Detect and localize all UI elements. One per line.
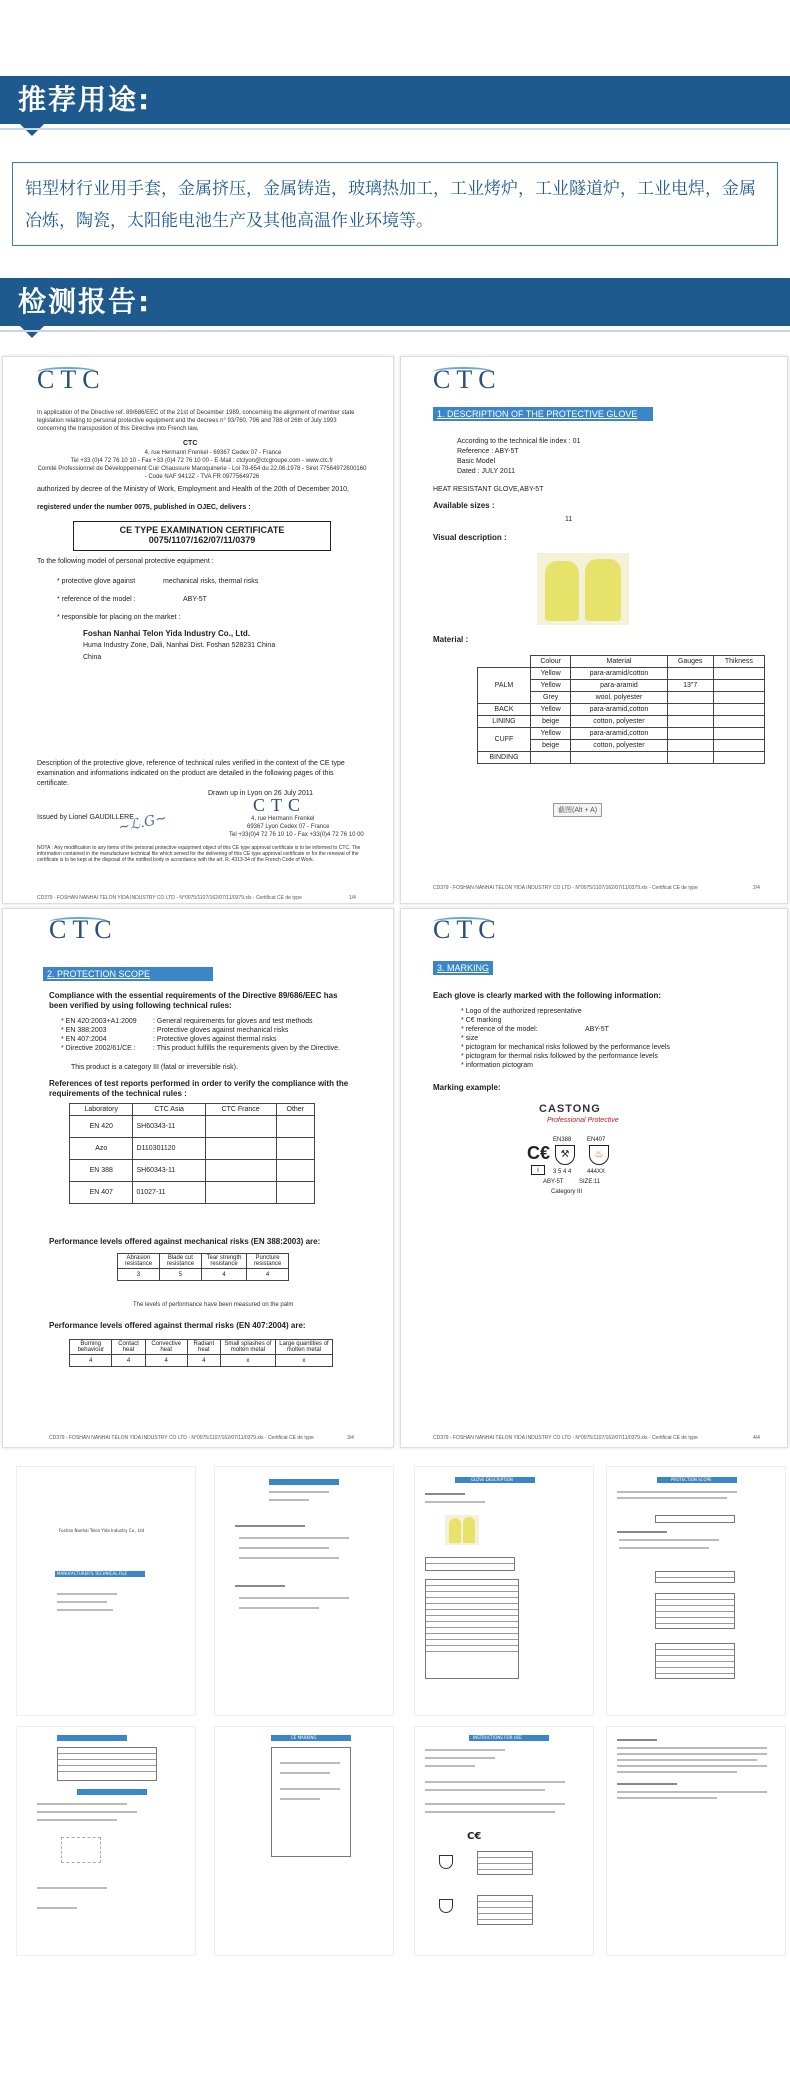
model-intro: To the following model of personal protective equipment : [37,558,214,565]
thumbnail-page [214,1466,394,1716]
stamp-tel: Tel +33(0)4 72 76 10 10 - Fax +33(0)4 72 76 10 00 [229,832,364,838]
marking-item: * pictogram for mechanical risks followed by the performance levels [461,1044,670,1051]
company-country: China [83,654,102,661]
table-row: 4 4 4 4 x x [70,1355,333,1367]
thumb-line [617,1791,767,1793]
info-book-icon: i [531,1165,545,1175]
certificate-page-1 [2,356,394,904]
page-footer: CD379 - FOSHAN NANHAI TELON YIDA INDUSTRY CO LTD - N°0075/1107/162/07/11/0379.xls - Certificat CE de type [433,1435,698,1441]
thumb-line [617,1497,727,1499]
thumb-ce-icon: C€ [467,1831,482,1842]
model-label: ABY-5T [543,1179,564,1185]
thumb-line [57,1609,113,1611]
drawn-text: Drawn up in Lyon on 26 July 2011 [208,790,314,797]
mechanical-note: The levels of performance have been measured on the palm [133,1302,294,1308]
section-heading: 3. MARKING [433,961,493,975]
nota-text: NOTA : Any modification to any items of the personal protective equipment object of this CE type approval certificate is to be informed to CTC. The information contained in the manufacturer technical file which served for the delivering of this CE type approval certificate or for the renewal of the certificate is to be kept at the disposal of the notified body in accordance with the art. R. 4313-34 of the French Code of Work. [37,845,361,863]
thermal-title: Performance levels offered against thermal risks (EN 407:2004) are: [49,1321,306,1330]
certificate-page-2 [400,356,788,904]
thermal-table [69,1339,333,1367]
table-row: Laboratory CTC Asia CTC France Other [70,1104,315,1116]
rule-2-code: * EN 388:2003 [61,1027,107,1034]
std2-levels: 444XX [587,1169,606,1175]
ref-label: * reference of the model : [57,596,136,603]
marking-example-label: Marking example: [433,1083,501,1092]
report-divider [0,330,790,332]
thumbnail-page [414,1466,594,1716]
thumb-line [37,1811,137,1813]
dated-line: Dated : JULY 2011 [457,468,515,475]
thumb-line [239,1537,349,1539]
thumb-heading-bar [269,1479,339,1485]
thumb-line [425,1757,495,1759]
thumb-table [425,1557,515,1571]
company-name: Foshan Nanhai Telon Yida Industry Co., Ltd. [83,629,250,638]
thumb-line [425,1501,485,1503]
rule-4-desc: : This product fulfills the requirements given by the Directive. [153,1045,341,1052]
table-row: 3 5 4 4 [118,1269,289,1281]
table-row: Burning behaviour Contact heat Convective heat Radiant heat Small splashes of molten metal Large quantities of molten metal [70,1340,333,1355]
glove-icon [449,1518,461,1543]
thumb-line [239,1597,349,1599]
ctc-logo: CTC [37,365,106,394]
marking-intro: Each glove is clearly marked with the following information: [433,991,662,1000]
compliance-text: Compliance with the essential requirements of the Directive 89/686/EEC has been verified by using following technical rules: [49,991,338,1010]
capture-tooltip: 截图(Alt + A) [553,803,602,817]
size-label: SIZE:11 [579,1179,601,1185]
thumb-line [425,1789,545,1791]
banner-notch [20,326,44,338]
certificate-number: 0075/1107/162/07/11/0379 [148,535,256,545]
thumb-line [425,1493,465,1495]
thumb-table [655,1571,735,1583]
sizes-value: 11 [565,516,573,523]
ctc-logo: CTC [433,915,502,944]
stamp-logo: CTC [253,795,307,815]
rule-3-desc: : Protective gloves against thermal risks [153,1036,277,1043]
brand-logo: CASTONG [539,1103,601,1115]
thumb-heading: GLOVE DESCRIPTION [471,1477,513,1482]
glove-photo [537,553,629,625]
usage-divider [0,128,790,130]
ppe-value: mechanical risks, thermal risks [163,578,259,585]
certificate-page-4 [400,908,788,1448]
table-row: Abrasion resistance Blade cut resistance Tear strength resistance Puncture resistance [118,1254,289,1269]
marking-item: * C€ marking [461,1017,502,1024]
thumb-table [655,1515,735,1523]
thumb-line [57,1593,117,1595]
rule-1-desc: : General requirements for gloves and test methods [153,1018,313,1025]
tech-file-line: According to the technical file index : 01 [457,438,581,445]
page-number: 2/4 [753,885,760,891]
thumbnail-page [606,1466,786,1716]
thumb-table [477,1851,533,1875]
reference-line: Reference : ABY-5T [457,448,519,455]
thumb-line [37,1819,117,1821]
model-line: Basic Model [457,458,496,465]
thumb-line [235,1585,285,1587]
thumb-line [37,1803,127,1805]
rule-3-code: * EN 407:2004 [61,1036,107,1043]
rule-2-desc: : Protective gloves against mechanical risks [153,1027,289,1034]
report-title: 检测报告: [18,285,152,318]
references-text: References of test reports performed in order to verify the compliance with the requirements of the technical rules : [49,1079,349,1098]
page-footer: CD379 - FOSHAN NANHAI TELON YIDA INDUSTRY CO LTD - N°0075/1107/162/07/11/0379.xls - Certificat CE de type [37,895,302,901]
thumb-glove-photo [445,1515,479,1545]
thumb-line [239,1607,319,1609]
sizes-label: Available sizes : [433,501,495,510]
authorized-text: authorized by decree of the Ministry of Work, Employment and Health of the 20th of December 2010, [37,486,349,493]
thumb-line [269,1499,309,1501]
thumb-line [269,1491,329,1493]
mechanical-table [117,1253,289,1281]
table-row: CUFF Yellow para-aramid,cotton [478,728,765,740]
thumbnail-page [414,1726,594,1956]
thumb-table [655,1593,735,1629]
thumb-heading: INSTRUCTIONS FOR USE [473,1735,522,1740]
page-number: 3/4 [347,1435,354,1441]
page-footer: CD379 - FOSHAN NANHAI TELON YIDA INDUSTRY CO LTD - N°0075/1107/162/07/11/0379.xls - Certificat CE de type [433,885,698,891]
banner-notch [20,124,44,136]
hammer-shield-icon: ⚒ [555,1145,575,1165]
thumb-heading-bar [77,1789,147,1795]
thumb-heading: MANUFACTURER'S TECHNICAL FILE [57,1571,128,1576]
thumb-line [425,1803,565,1805]
thumb-line [425,1781,565,1783]
thumb-table [425,1579,519,1679]
material-label: Material : [433,635,469,644]
rule-4-code: * Directive 2002/61/CE : [61,1045,136,1052]
mechanical-title: Performance levels offered against mechanical risks (EN 388:2003) are: [49,1237,321,1246]
glove-left-icon [545,561,579,621]
thumb-table [655,1643,735,1679]
page-footer: CD379 - FOSHAN NANHAI TELON YIDA INDUSTRY CO LTD - N°0075/1107/162/07/11/0379.xls - Certificat CE de type [49,1435,314,1441]
resp-label: * responsible for placing on the market : [57,614,181,621]
certificate-box [73,521,331,551]
laboratory-table [69,1103,315,1204]
flame-shield-icon: ♨ [589,1145,609,1165]
thumb-heading-bar [57,1735,127,1741]
table-row: Grey wool, polyester [478,692,765,704]
intro-text: In application of the Directive ref. 89/686/EEC of the 21st of December 1989, concerning the alignment of member state legislation relating to personal protective equipment and the decrees n° 93/760, 796 and 788 of 26th of July 1993 concerning the transposition of this Directive into French law, [37,410,355,432]
table-row: PALM Yellow para-aramid/cotton [478,668,765,680]
usage-text-box [12,162,778,246]
thumb-certificate [271,1747,351,1857]
ctc-logo: CTC [49,915,118,944]
table-row: beige cotton, polyester [478,740,765,752]
thumb-line [617,1747,767,1749]
category-text: This product is a category III (fatal or irreversible risk). [71,1064,238,1071]
marking-item: * information pictogram [461,1062,533,1069]
thumbnail-page [16,1726,196,1956]
issued-text: Issued by Lionel GAUDILLERE [37,814,134,821]
category-label: Category III [551,1189,583,1195]
heat-line: HEAT RESISTANT GLOVE,ABY-5T [433,486,544,493]
thumb-line [37,1907,77,1909]
marking-item: * reference of the model: [461,1026,538,1033]
thumb-line [617,1765,767,1767]
org-contact: Tel +33 (0)4 72 76 10 10 - Fax +33 (0)4 72 76 10 00 - E-Mail : ctclyon@ctcgroupe.com - www.ctc.fr [70,458,334,464]
thumb-line [57,1601,107,1603]
company-address: Huma Industry Zone, Dali, Nanhai Dist. Foshan 528231 China [83,642,276,649]
thumb-table [57,1747,157,1781]
thumb-shield-icon [439,1855,453,1869]
section-heading: 2. PROTECTION SCOPE [43,967,213,981]
thumb-line [425,1749,505,1751]
table-row: Azo D110301120 [70,1138,315,1160]
usage-title: 推荐用途: [18,83,152,116]
section-heading: 1. DESCRIPTION OF THE PROTECTIVE GLOVE [433,407,653,421]
thumbnail-page [214,1726,394,1956]
thumb-line [617,1797,717,1799]
ce-mark-icon: C€ [527,1143,551,1163]
usage-banner [0,76,790,124]
table-row: Colour Material Gauges Thikness [478,656,765,668]
std2-label: EN407 [587,1137,606,1143]
thumb-line [619,1539,719,1541]
thumb-table [477,1895,533,1925]
table-row: EN 420 SH60343-11 [70,1116,315,1138]
thumb-company: Foshan Nanhai Telon Yida Industry Co., Ltd [59,1528,145,1533]
thumb-line [617,1531,667,1533]
thumb-line [235,1525,305,1527]
glove-icon [463,1517,475,1543]
marking-item: * Logo of the authorized representative [461,1008,582,1015]
description-text: Description of the protective glove, reference of technical rules verified in the context of the CE type examination and informations indicated on the product are detailed in the following pages of this certificate. [37,760,345,787]
thumb-line [617,1753,767,1755]
thumbnail-page [16,1466,196,1716]
marking-item: * pictogram for thermal risks followed by the performance levels [461,1053,658,1060]
thumb-line [617,1783,677,1785]
thumb-marking-icon [61,1837,101,1863]
table-row: BINDING [478,752,765,764]
thumbnail-page [606,1726,786,1956]
certificate-page-3 [2,908,394,1448]
registered-text: registered under the number 0075, published in OJEC, delivers : [37,504,251,511]
ref-value: ABY-5T [183,596,207,603]
thumb-line [617,1491,737,1493]
thumb-heading: PROTECTION SCOPE [671,1477,712,1482]
stamp-city: 69367 Lyon Cedex 07 - France [247,824,330,830]
table-row: Yellow para-aramid 13"7 [478,680,765,692]
usage-text: 铝型材行业用手套，金属挤压，金属铸造，玻璃热加工，工业烤炉，工业隧道炉，工业电焊，金属冶炼，陶瓷，太阳能电池生产及其他高温作业环境等。 [25,179,756,231]
thumb-shield-icon [439,1899,453,1913]
stamp-address: 4, rue Hermann Frenkel [251,816,315,822]
thumb-line [239,1557,339,1559]
material-table [477,655,765,764]
thumb-line [425,1811,555,1813]
thumb-line [619,1547,709,1549]
page-number: 4/4 [753,1435,760,1441]
thumb-line [617,1759,757,1761]
thumb-line [239,1547,329,1549]
rule-1-code: * EN 420:2003+A1:2009 [61,1018,137,1025]
brand-subtitle: Professional Protective [547,1117,619,1124]
std1-levels: 3 5 4 4 [553,1169,572,1175]
marking-item: * size [461,1035,479,1042]
certificate-title: CE TYPE EXAMINATION CERTIFICATE [119,525,285,535]
org-name: CTC [183,440,198,447]
thumb-heading: CE MARKING [291,1735,317,1740]
table-row: LINING beige cotton, polyester [478,716,765,728]
visual-label: Visual description : [433,533,507,542]
table-row: EN 388 SH60343-11 [70,1160,315,1182]
table-row: BACK Yellow para-aramid,cotton [478,704,765,716]
ctc-logo: CTC [433,365,502,394]
std1-label: EN388 [553,1137,572,1143]
thumb-line [37,1887,107,1889]
table-row: EN 407 01027-11 [70,1182,315,1204]
thumb-line [425,1765,475,1767]
thumb-line [617,1739,657,1741]
thumb-line [617,1771,737,1773]
org-committee: Comité Professionnel de Développement Cuir Chaussure Maroquinerie - Loi 78-654 du 22.06.1978 - Siret 77564972600160 - Code NAF 9412Z - TVA FR 09775649726 [37,466,367,480]
glove-right-icon [585,559,621,621]
signature: ~ℒ.G~ [116,810,169,836]
org-address: 4, rue Hermann Frenkel - 69367 Cedex 07 - France [144,450,282,456]
ppe-label: * protective glove against [57,578,136,585]
report-banner [0,278,790,326]
marking-ref-value: ABY-5T [585,1026,609,1033]
page-number: 1/4 [349,895,356,901]
